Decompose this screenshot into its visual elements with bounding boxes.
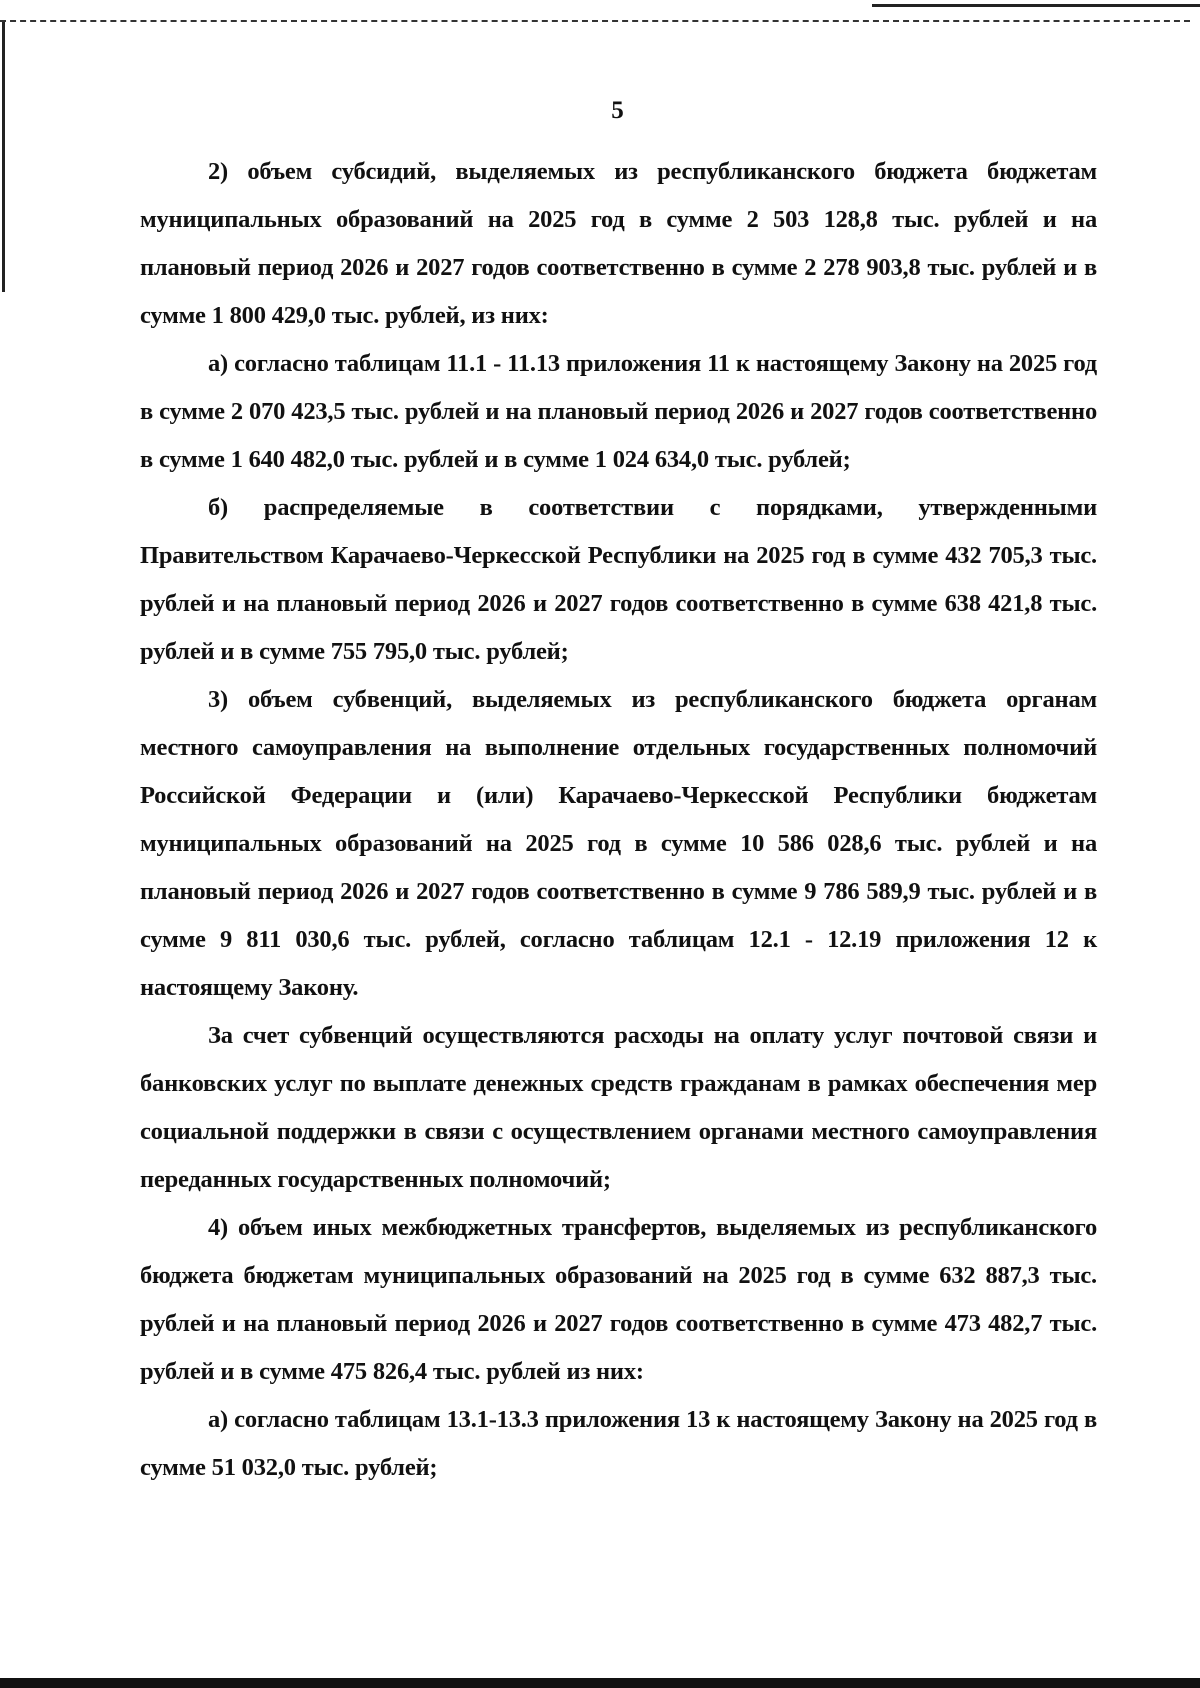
document-body [140,148,1097,1492]
paragraph-subventions-expenses: За счет субвенций осуществляются расходы на оплату услуг почтовой связи и банковских услуг по выплате денежных средств гражданам в рамках обеспечения мер социальной поддержки в связи с осуществлением органами местного самоуправления переданных государственных полномочий; [140,1022,1097,1193]
paragraph-subsidies: 2) объем субсидий, выделяемых из республиканского бюджета бюджетам муниципальных образований на 2025 год в сумме 2 503 128,8 тыс. рублей и на плановый период 2026 и 2027 годов соответственно в сумме 2 278 903,8 тыс. рублей и в сумме 1 800 429,0 тыс. рублей, из них: [140,158,1097,329]
paragraph-subsidies-tables: а) согласно таблицам 11.1 - 11.13 приложения 11 к настоящему Закону на 2025 год в сумме 2 070 423,5 тыс. рублей и на плановый период 2026 и 2027 годов соответственно в сумме 1 640 482,0 тыс. рублей и в сумме 1 024 634,0 тыс. рублей; [140,350,1097,473]
page-number: 5 [611,97,624,124]
paragraph-subventions: 3) объем субвенций, выделяемых из республиканского бюджета органам местного самоуправления на выполнение отдельных государственных полномочий Российской Федерации и (или) Карачаево-Черкесской Республики бюджетам муниципальных образований на 2025 год в сумме 10 586 028,6 тыс. рублей и на плановый период 2026 и 2027 годов соответственно в сумме 9 786 589,9 тыс. рублей и в сумме 9 811 030,6 тыс. рублей, согласно таблицам 12.1 - 12.19 приложения 12 к настоящему Закону. [140,686,1097,1001]
paragraph-other-transfers-tables: а) согласно таблицам 13.1-13.3 приложения 13 к настоящему Закону на 2025 год в сумме 51 032,0 тыс. рублей; [140,1406,1097,1481]
scan-edge-bottom [0,1678,1200,1688]
scan-edge-left [2,22,5,292]
scan-edge-top [0,20,1190,22]
scan-edge-top-right [872,4,1200,7]
paragraph-subsidies-distributed: б) распределяемые в соответствии с порядками, утвержденными Правительством Карачаево-Черкесской Республики на 2025 год в сумме 432 705,3 тыс. рублей и на плановый период 2026 и 2027 годов соответственно в сумме 638 421,8 тыс. рублей и в сумме 755 795,0 тыс. рублей; [140,494,1097,665]
paragraph-other-transfers: 4) объем иных межбюджетных трансфертов, выделяемых из республиканского бюджета бюджетам муниципальных образований на 2025 год в сумме 632 887,3 тыс. рублей и на плановый период 2026 и 2027 годов соответственно в сумме 473 482,7 тыс. рублей и в сумме 475 826,4 тыс. рублей из них: [140,1214,1097,1385]
